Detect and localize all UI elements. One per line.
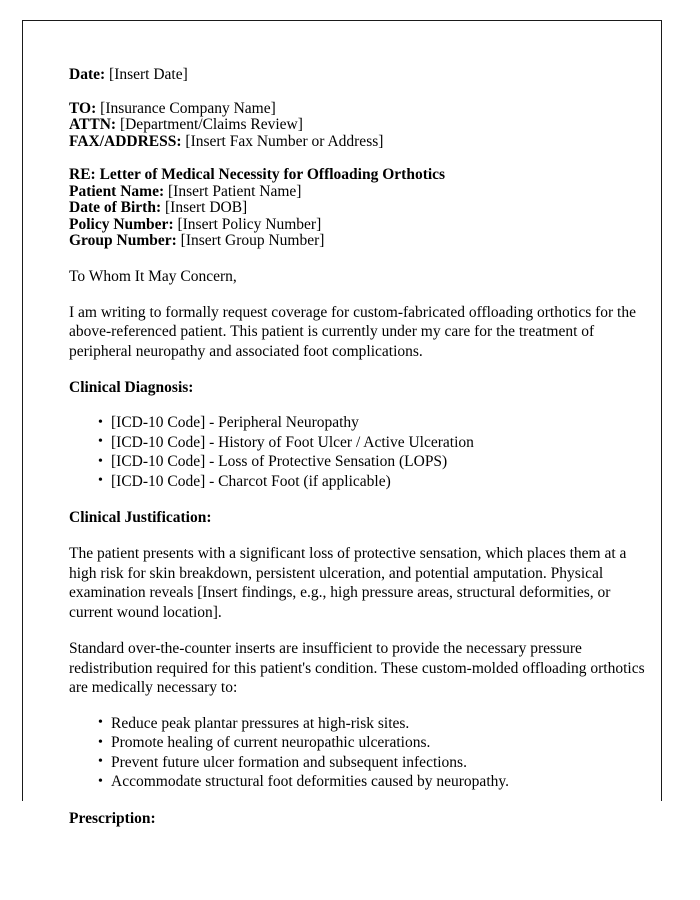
prescription-heading: Prescription: xyxy=(69,809,156,827)
recipient-attn-value: [Department/Claims Review] xyxy=(119,116,303,133)
subject-patient-block xyxy=(69,167,651,250)
patient-group-line xyxy=(69,233,651,250)
salutation: To Whom It May Concern, xyxy=(69,267,237,285)
patient-dob-value: [Insert DOB] xyxy=(165,199,248,216)
spacer-after-recipient xyxy=(69,150,651,167)
recipient-attn-label: ATTN: xyxy=(69,116,117,133)
list-item: • [ICD-10 Code] - Loss of Protective Sensation (LOPS) xyxy=(111,452,651,472)
recipient-attn-line xyxy=(69,117,651,134)
subject-line: RE: Letter of Medical Necessity for Offloading Orthotics xyxy=(69,166,446,183)
date-label: Date: xyxy=(69,66,106,83)
clinical-diagnosis-list xyxy=(69,413,651,491)
clinical-justification-paragraph-1: The patient presents with a significant loss of protective sensation, which places them at a high risk for skin breakdown, persistent ulceration, and potential amputation. Physical examination reveals [Insert findings, e.g., high pressure areas, structural deformities, or current wound location]. xyxy=(69,545,627,621)
document-body xyxy=(69,67,651,828)
clinical-diagnosis-heading: Clinical Diagnosis: xyxy=(69,379,194,396)
date-line xyxy=(69,67,651,84)
patient-policy-label: Policy Number: xyxy=(69,215,174,233)
patient-dob-line xyxy=(69,200,651,217)
patient-dob-label: Date of Birth: xyxy=(69,199,162,216)
patient-name-value: [Insert Patient Name] xyxy=(168,182,302,200)
recipient-fax-value: [Insert Fax Number or Address] xyxy=(185,132,384,150)
recipient-to-value: [Insurance Company Name] xyxy=(100,99,276,117)
spacer-before-diagnosis-list xyxy=(69,397,651,413)
spacer-between-justification-paragraphs xyxy=(69,622,651,639)
spacer-after-patient xyxy=(69,250,651,267)
recipient-to-label: TO: xyxy=(69,99,97,117)
date-value: [Insert Date] xyxy=(109,66,188,83)
spacer-after-necessity-list xyxy=(69,792,651,809)
list-item: • Accommodate structural foot deformities caused by neuropathy. xyxy=(111,772,651,792)
spacer-after-date xyxy=(69,84,651,101)
patient-policy-line xyxy=(69,217,651,234)
spacer-after-intro xyxy=(69,361,651,378)
recipient-block xyxy=(69,101,651,151)
patient-name-line xyxy=(69,184,651,201)
patient-name-label: Patient Name: xyxy=(69,182,165,200)
date-block xyxy=(69,67,651,84)
recipient-fax-line xyxy=(69,134,651,151)
recipient-fax-label: FAX/ADDRESS: xyxy=(69,132,182,150)
spacer-after-salutation xyxy=(69,286,651,303)
patient-policy-value: [Insert Policy Number] xyxy=(177,215,322,233)
spacer-after-diagnosis-list xyxy=(69,491,651,508)
list-item: • [ICD-10 Code] - Peripheral Neuropathy xyxy=(111,413,651,433)
clinical-justification-heading: Clinical Justification: xyxy=(69,509,212,526)
list-item: • Prevent future ulcer formation and subsequent infections. xyxy=(111,753,651,773)
document-page-frame xyxy=(22,20,662,827)
spacer-before-necessity-list xyxy=(69,698,651,714)
list-item: • Reduce peak plantar pressures at high-risk sites. xyxy=(111,714,651,734)
intro-paragraph: I am writing to formally request coverage for custom-fabricated offloading orthotics for the above-referenced patient. This patient is currently under my care for the treatment of peripheral neuropathy and associated foot complications. xyxy=(69,303,636,360)
list-item: • [ICD-10 Code] - History of Foot Ulcer / Active Ulceration xyxy=(111,433,651,453)
clinical-justification-paragraph-2: Standard over-the-counter inserts are insufficient to provide the necessary pressure redistribution required for this patient's condition. These custom-molded offloading orthotics are medically necessary to: xyxy=(69,640,645,696)
patient-group-value: [Insert Group Number] xyxy=(180,232,325,249)
recipient-to-line xyxy=(69,101,651,118)
patient-group-label: Group Number: xyxy=(69,232,177,249)
spacer-before-justification-p1 xyxy=(69,527,651,544)
medical-necessity-list xyxy=(69,714,651,792)
list-item: • [ICD-10 Code] - Charcot Foot (if applicable) xyxy=(111,472,651,492)
list-item: • Promote healing of current neuropathic ulcerations. xyxy=(111,733,651,753)
